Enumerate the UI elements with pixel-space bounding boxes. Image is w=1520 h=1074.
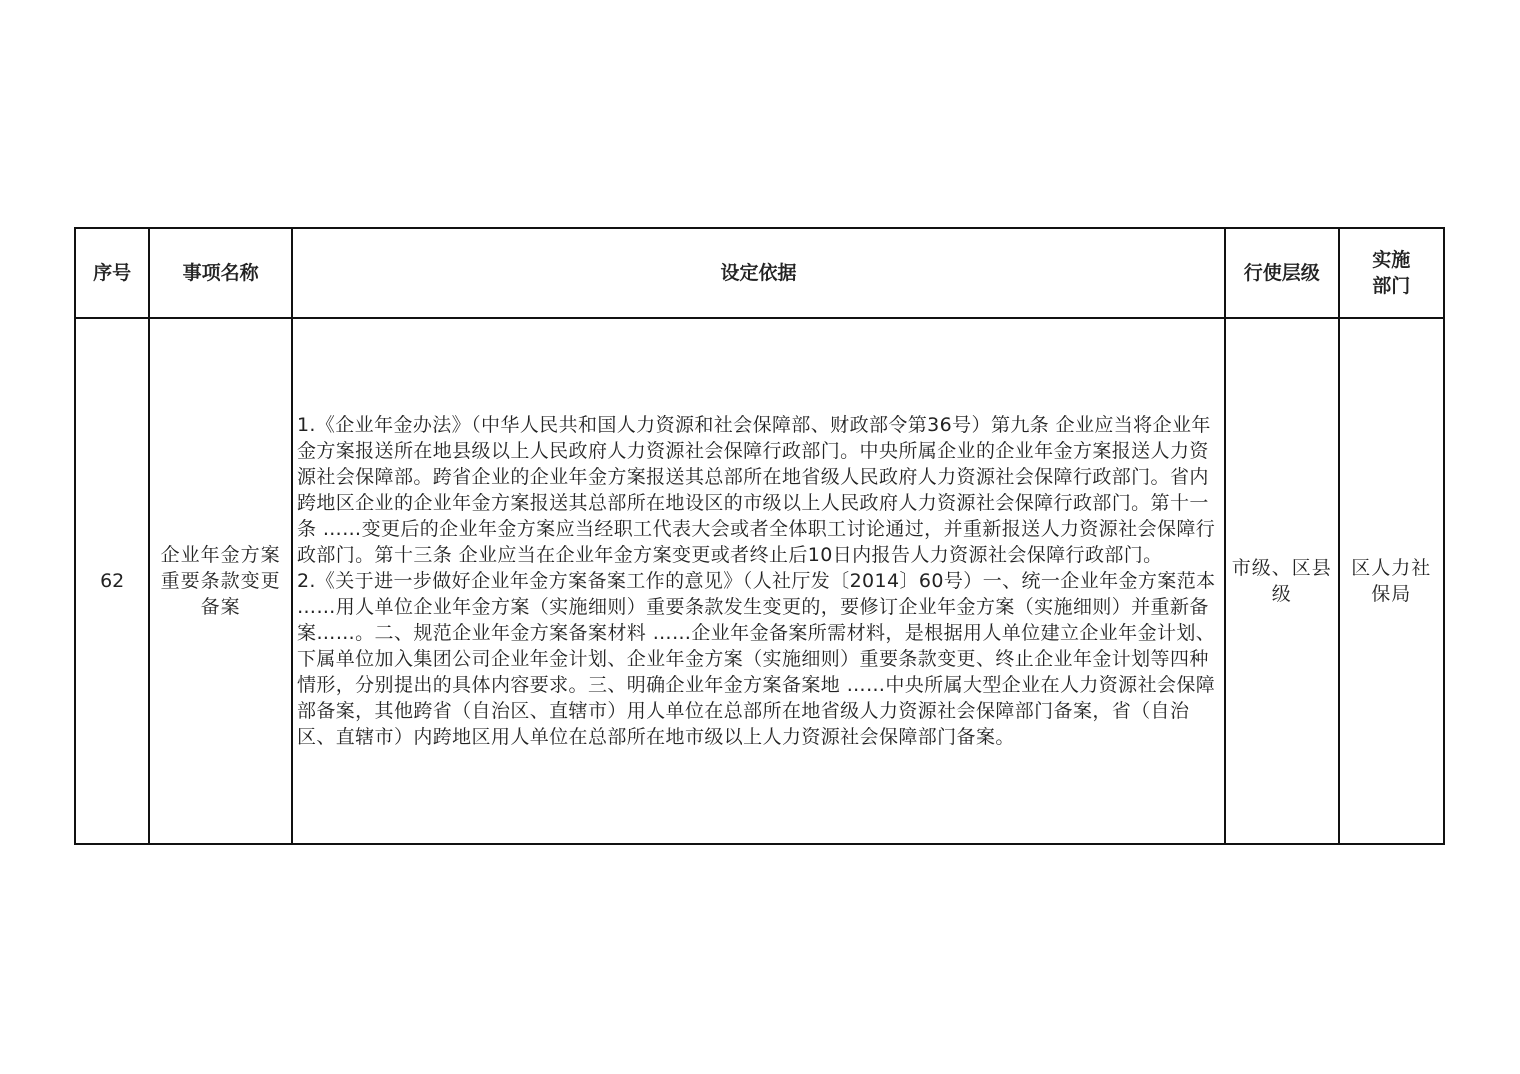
table-body [75, 318, 1444, 844]
cell-name: 企业年金方案重要条款变更备案 [149, 318, 292, 844]
cell-no: 62 [75, 318, 149, 844]
matters-table [74, 227, 1445, 845]
header-dept-line2: 部门 [1372, 275, 1411, 297]
header-no: 序号 [75, 228, 149, 318]
header-basis: 设定依据 [292, 228, 1225, 318]
cell-level: 市级、区县级 [1225, 318, 1338, 844]
header-dept [1339, 228, 1445, 318]
table-header [75, 228, 1444, 318]
table-row [75, 318, 1444, 844]
header-dept-line1: 实施 [1372, 249, 1411, 271]
header-level: 行使层级 [1225, 228, 1338, 318]
header-name: 事项名称 [149, 228, 292, 318]
cell-dept: 区人力社保局 [1339, 318, 1445, 844]
cell-basis [292, 318, 1225, 844]
header-row [75, 228, 1444, 318]
basis-paragraph-2: 2.《关于进一步做好企业年金方案备案工作的意见》（人社厅发〔2014〕60号）一、统一企业年金方案范本 ……用人单位企业年金方案（实施细则）重要条款发生变更的，要修订企业年金方案（实施细则）并重新备案……。二、规范企业年金方案备案材料 ……企业年金备案所需材料，是根据用人单位建立企业年金计划、下属单位加入集团公司企业年金计划、企业年金方案（实施细则）重要条款变更、终止企业年金计划等四种情形，分别提出的具体内容要求。三、明确企业年金方案备案地 ……中央所属大型企业在人力资源社会保障部备案，其他跨省（自治区、直辖市）用人单位在总部所在地省级人力资源社会保障部门备案，省（自治区、直辖市）内跨地区用人单位在总部所在地市级以上人力资源社会保障部门备案。 [296, 570, 1216, 748]
basis-paragraph-1: 1.《企业年金办法》（中华人民共和国人力资源和社会保障部、财政部令第36号）第九条 企业应当将企业年金方案报送所在地县级以上人民政府人力资源社会保障行政部门。中央所属企业的企业年金方案报送人力资源社会保障部。跨省企业的企业年金方案报送其总部所在地省级人民政府人力资源社会保障行政部门。省内跨地区企业的企业年金方案报送其总部所在地设区的市级以上人民政府人力资源社会保障行政部门。第十一条 ……变更后的企业年金方案应当经职工代表大会或者全体职工讨论通过，并重新报送人力资源社会保障行政部门。第十三条 企业应当在企业年金方案变更或者终止后10日内报告人力资源社会保障行政部门。 [296, 414, 1216, 566]
